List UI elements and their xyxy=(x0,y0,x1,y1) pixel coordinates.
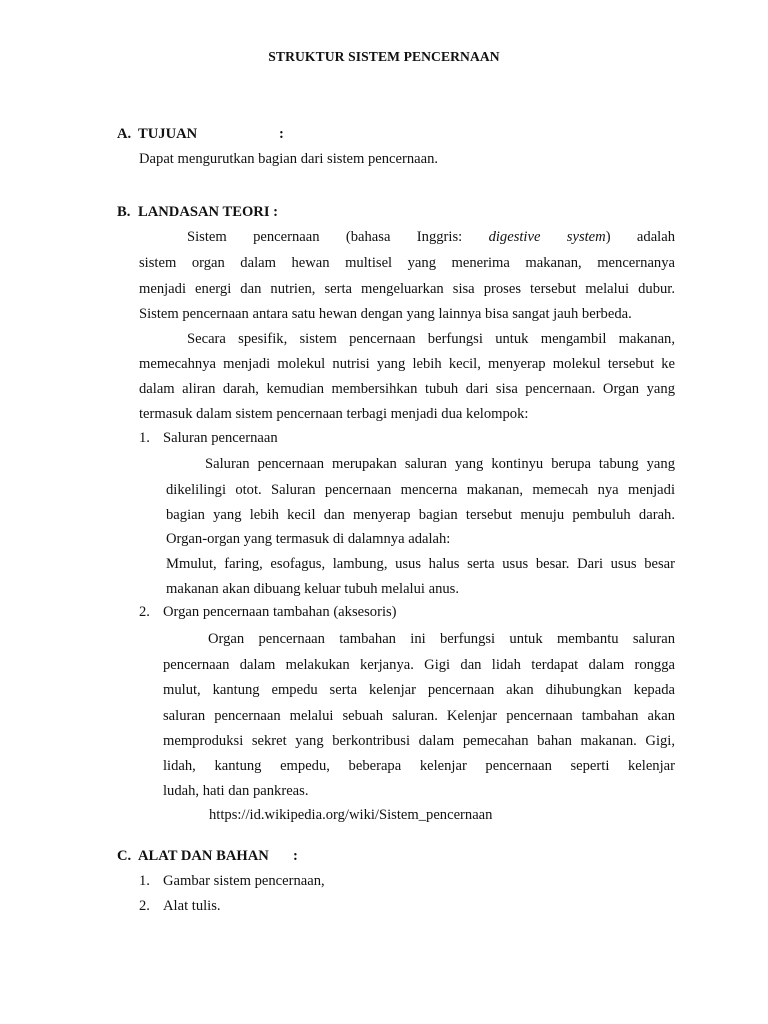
item-1-line-1: Saluran pencernaan merupakan saluran yang kontinyu berupa tabung yang xyxy=(205,456,675,472)
item-1-line-3: bagian yang lebih kecil dan menyerap bagian tersebut menuju pembuluh darah. xyxy=(166,507,675,523)
paragraph-2-line-1: Secara spesifik, sistem pencernaan berfungsi untuk mengambil makanan, xyxy=(187,331,675,347)
item-2-line-5: memproduksi sekret yang berkontribusi dalam pemecahan bahan makanan. Gigi, xyxy=(163,733,675,749)
italic-term: digestive system xyxy=(488,229,606,245)
list-item-aksesoris xyxy=(139,604,397,621)
paragraph-2-line-3: dalam aliran darah, kemudian membersihkan tubuh dari sisa pencernaan. Organ yang xyxy=(139,381,675,397)
list-text: Gambar sistem pencernaan, xyxy=(163,873,325,889)
section-a-heading xyxy=(117,126,284,143)
section-c-title: ALAT DAN BAHAN xyxy=(138,848,269,864)
item-2-line-7: ludah, hati dan pankreas. xyxy=(163,783,309,799)
list-label: Saluran pencernaan xyxy=(163,430,278,446)
item-1-line-6: makanan akan dibuang keluar tubuh melalui anus. xyxy=(166,581,460,597)
paragraph-2-line-2: memecahnya menjadi molekul nutrisi yang lebih kecil, menyerap molekul tersebut ke xyxy=(139,356,675,372)
paragraph-1-line-4: Sistem pencernaan antara satu hewan dengan yang lainnya bisa sangat jauh berbeda. xyxy=(139,306,632,322)
section-a-text: Dapat mengurutkan bagian dari sistem pencernaan. xyxy=(139,151,439,167)
list-number: 2. xyxy=(139,898,150,914)
list-item xyxy=(139,873,325,890)
list-number: 1. xyxy=(139,873,150,889)
paragraph-1-line-2: sistem organ dalam hewan multisel yang menerima makanan, mencernanya xyxy=(139,255,675,271)
source-url: https://id.wikipedia.org/wiki/Sistem_pencernaan xyxy=(209,807,493,823)
item-2-line-1: Organ pencernaan tambahan ini berfungsi untuk membantu saluran xyxy=(208,631,675,647)
list-number: 1. xyxy=(139,430,150,446)
list-label: Organ pencernaan tambahan (aksesoris) xyxy=(163,604,397,620)
section-c-letter: C. xyxy=(117,848,132,864)
item-1-line-5: Mmulut, faring, esofagus, lambung, usus halus serta usus besar. Dari usus besar xyxy=(166,556,675,572)
list-text: Alat tulis. xyxy=(163,898,221,914)
section-b-title: LANDASAN TEORI : xyxy=(138,204,279,220)
paragraph-1-line-1: Sistem pencernaan (bahasa Inggris: digestive system) adalah xyxy=(187,229,675,245)
item-1-line-2: dikelilingi otot. Saluran pencernaan mencerna makanan, memecah nya menjadi xyxy=(166,482,675,498)
section-b-heading xyxy=(117,204,278,221)
section-a-letter: A. xyxy=(117,126,132,142)
section-a-title: TUJUAN xyxy=(138,126,198,142)
document-title: STRUKTUR SISTEM PENCERNAAN xyxy=(268,49,500,64)
list-number: 2. xyxy=(139,604,150,620)
item-2-line-6: lidah, kantung empedu, beberapa kelenjar pencernaan seperti kelenjar xyxy=(163,758,675,774)
section-b-letter: B. xyxy=(117,204,131,220)
list-item xyxy=(139,898,221,915)
item-2-line-3: mulut, kantung empedu serta kelenjar pencernaan akan dihubungkan kepada xyxy=(163,682,675,698)
paragraph-1-line-3: menjadi energi dan nutrien, serta mengeluarkan sisa proses tersebut melalui dubur. xyxy=(139,281,675,297)
section-a-colon: : xyxy=(279,126,284,142)
section-c-colon: : xyxy=(293,848,298,864)
item-2-line-2: pencernaan dalam melakukan kerjanya. Gigi dan lidah terdapat dalam rongga xyxy=(163,657,675,673)
section-c-heading xyxy=(117,848,298,865)
item-1-line-4: Organ-organ yang termasuk di dalamnya adalah: xyxy=(166,531,451,547)
item-2-line-4: saluran pencernaan melalui sebuah saluran. Kelenjar pencernaan tambahan akan xyxy=(163,708,675,724)
paragraph-2-line-4: termasuk dalam sistem pencernaan terbagi menjadi dua kelompok: xyxy=(139,406,529,422)
list-item-saluran xyxy=(139,430,278,447)
